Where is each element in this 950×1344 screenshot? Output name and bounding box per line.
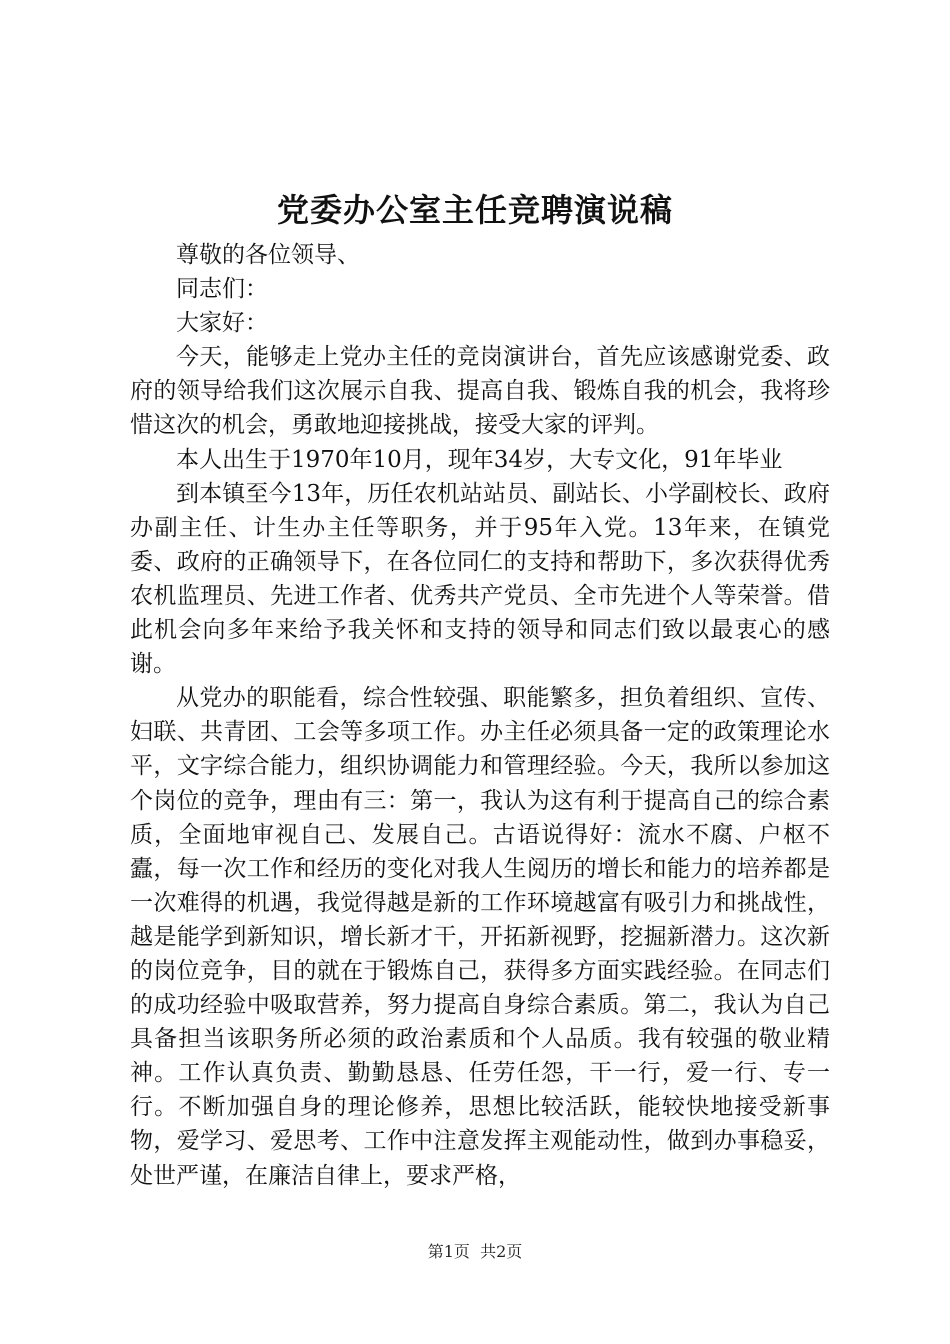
- greeting: 大家好：: [176, 310, 268, 337]
- salutation-comrades: 同志们：: [176, 276, 268, 303]
- paragraph-background: 本人出生于1970年10月，现年34岁，大专文化，91年毕业: [176, 446, 783, 473]
- footer-spacer: [470, 1242, 480, 1261]
- page-number-current: 第1页: [427, 1242, 470, 1261]
- page-footer: [0, 1238, 950, 1266]
- document-title: 党委办公室主任竞聘演说稿: [276, 191, 673, 229]
- paragraph-reasons: 从党办的职能看，综合性较强、职能繁多，担负着组织、宣传、妇联、共青团、工会等多项工作。办主任必须具备一定的政策理论水平，文字综合能力，组织协调能力和管理经验。今天，我所以参加这个岗位的竞争，理由有三：第一，我认为这有利于提高自己的综合素质，全面地审视自己、发展自己。古语说得好：流水不腐、户枢不蠹，每一次工作和经历的变化对我人生阅历的增长和能力的培养都是一次难得的机遇，我觉得越是新的工作环境越富有吸引力和挑战性，越是能学到新知识，增长新才干，开拓新视野，挖掘新潜力。这次新的岗位竞争，目的就在于锻炼自己，获得多方面实践经验。在同志们的成功经验中吸取营养，努力提高自身综合素质。第二，我认为自己具备担当该职务所必须的政治素质和个人品质。我有较强的敬业精神。工作认真负责、勤勤恳恳、任劳任怨，干一行，爱一行、专一行。不断加强自身的理论修养，思想比较活跃，能较快地接受新事物，爱学习、爱思考、工作中注意发挥主观能动性，做到办事稳妥，处世严谨，在廉洁自律上，要求严格，: [130, 685, 830, 1189]
- page-number-total: 共2页: [480, 1242, 523, 1261]
- document-body: [130, 238, 830, 1193]
- paragraph-career: 到本镇至今13年，历任农机站站员、副站长、小学副校长、政府办副主任、计生办主任等职务，并于95年入党。13年来，在镇党委、政府的正确领导下，在各位同仁的支持和帮助下，多次获得优秀农机监理员、先进工作者、优秀共产党员、全市先进个人等荣誉。借此机会向多年来给予我关怀和支持的领导和同志们致以最衷心的感谢。: [130, 480, 830, 678]
- paragraph-opening: 今天，能够走上党办主任的竞岗演讲台，首先应该感谢党委、政府的领导给我们这次展示自我、提高自我、锻炼自我的机会，我将珍惜这次的机会，勇敢地迎接挑战，接受大家的评判。: [130, 344, 830, 439]
- salutation-leaders: 尊敬的各位领导、: [176, 242, 360, 268]
